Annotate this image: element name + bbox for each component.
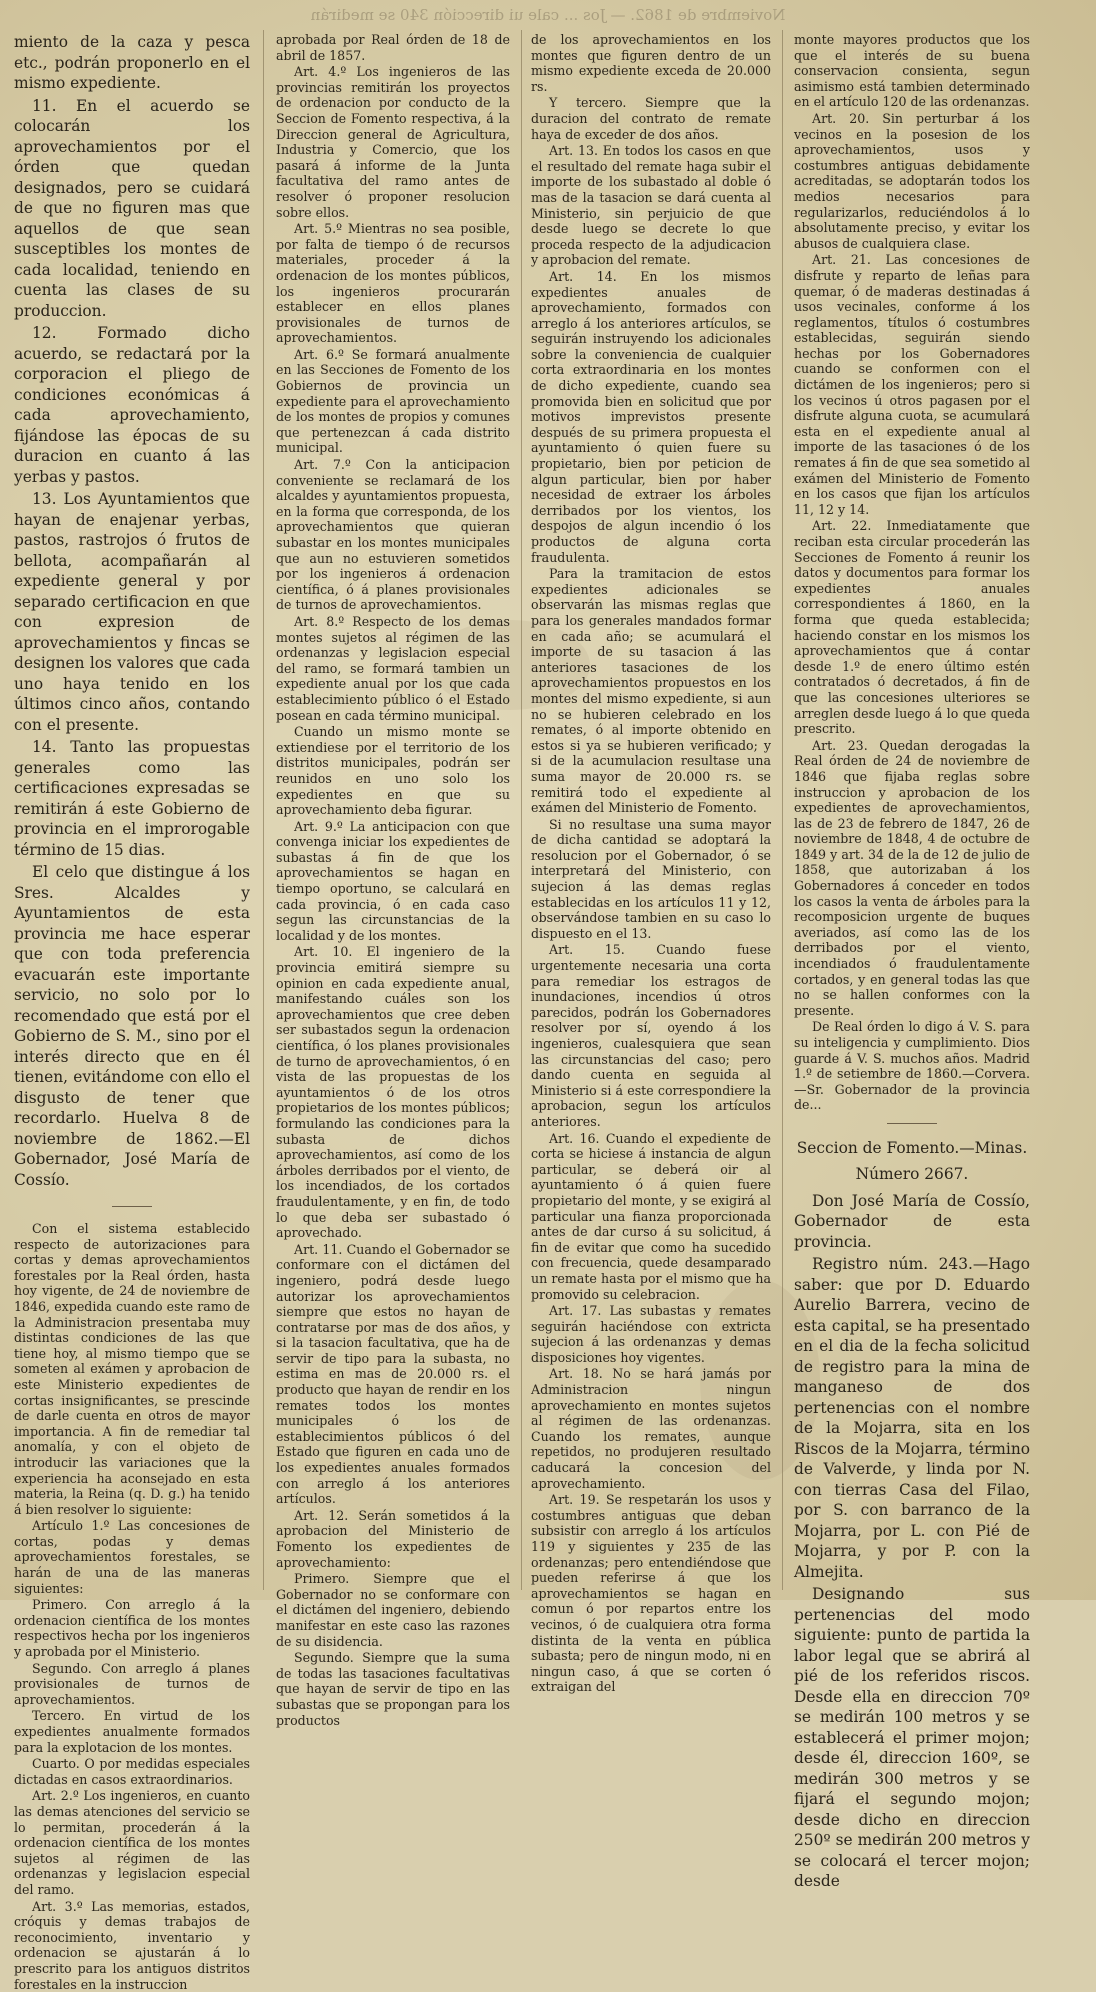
paragraph: Art. 3.º Las memorias, estados, cróquis y demas trabajos de reconocimiento, inventario y ordenacion se ajustarán á lo prescrito para los antiguos distritos forestales en la instruccion (14, 1898, 250, 1992)
paragraph: Art. 11. Cuando el Gobernador se conformare con el dictámen del ingeniero, podrá desde luego autorizar los aprovechamientos siempre que estos no hayan de contratarse por mas de dos años, y si la tasacion facultativa, que ha de servir de tipo para la subasta, no estima en mas de 20.000 rs. el producto que hayan de rendir en los remates todos los montes municipales ó los de establecimientos públicos ó del Estado que figuren en cada uno de los expedientes anuales formados con arreglo á los anteriores artículos. (276, 1241, 510, 1507)
paragraph: Art. 5.º Mientras no sea posible, por falta de tiempo ó de recursos materiales, proceder á la ordenacion de los montes públicos, los ingenieros procurarán establecer en ellos planes provisionales de turnos de aprovechamientos. (276, 221, 510, 346)
paragraph: Art. 14. En los mismos expedientes anuales de aprovechamiento, formados con arreglo á los anteriores artículos, se seguirán instruyendo los adicionales sobre la conveniencia de cualquier corta extraordinaria en los montes de dicho expediente, cuando sea promovida bien en solicitud que por motivos imprevistos presente después de su primera propuesta el ayuntamiento ó quien fuere su propietario, bien por peticion de algun particular, bien por haber necesidad de extraer los árboles derribados por los vientos, los despojos de algun incendio ó los productos de alguna corta fraudulenta. (531, 268, 771, 565)
paragraph: Art. 9.º La anticipacion con que convenga iniciar los expedientes de subastas á fin de que los aprovechamientos se hagan en tiempo oportuno, se calculará en cada provincia, ó en cada caso segun las circunstancias de la localidad y de los montes. (276, 818, 510, 943)
paragraph: Si no resultase una suma mayor de dicha cantidad se adoptará la resolucion por el Gobernador, ó se interpretará del Ministerio, con sujecion á las demas reglas establecidas en los artículos 11 y 12, observándose tambien en su caso lo dispuesto en el 13. (531, 816, 771, 941)
paragraph: Cuando un mismo monte se extiendiese por el territorio de los distritos municipales, podrán ser reunidos en uno solo los expedientes en que su aprovechamiento deba figurar. (276, 724, 510, 818)
circular-continuation (14, 32, 250, 1190)
section-divider (887, 1123, 937, 1124)
paragraph: Artículo 1.º Las concesiones de cortas, podas y demas aprovechamientos forestales, se harán de una de las maneras siguientes: (14, 1518, 250, 1596)
paragraph: Cuarto. O por medidas especiales dictadas en casos extraordinarios. (14, 1756, 250, 1787)
paragraph: Designando sus pertenencias del modo siguiente: punto de partida la labor legal que se abrirá al pié de los referidos riscos. Desde ella en direccion 70º se medirán 100 metros y se establecerá el primer mojon; desde él, direccion 160º, se medirán 300 metros y se fijará el segundo mojon; desde dicho en direccion 250º se medirán 200 metros y se colocará el tercer mojon; desde (794, 1585, 1030, 1891)
paragraph: Art. 15. Cuando fuese urgentemente necesaria una corta para remediar los estragos de inundaciones, incendios ú otros parecidos, podrán los Gobernadores resolver por sí, oyendo á los ingenieros, cualesquiera que sean las circunstancias del caso; pero dando cuenta en seguida al Ministerio si á este correspondiere la aprobacion, segun los artículos anteriores. (531, 942, 771, 1129)
section-divider (112, 1206, 152, 1207)
paragraph: Segundo. Con arreglo á planes provisionales de turnos de aprovechamientos. (14, 1660, 250, 1707)
paragraph: De Real órden lo digo á V. S. para su inteligencia y cumplimiento. Dios guarde á V. S. muchos años. Madrid 1.º de setiembre de 1860.—Corvera.—Sr. Gobernador de la provincia de... (794, 1019, 1030, 1113)
paragraph: Art. 16. Cuando el expediente de corta se hiciese á instancia de algun particular, se deberá oir al ayuntamiento ó á quien fuere propietario del monte, y se exigirá al particular una fianza proporcionada antes de dar curso á su solicitud, á fin de evitar que como ha sucedido con frecuencia, quede desamparado un remate hasta por el mismo que ha promovido su celebracion. (531, 1130, 771, 1302)
paragraph: Primero. Con arreglo á la ordenacion científica de los montes respectivos hecha por los ingenieros y aprobada por el Ministerio. (14, 1597, 250, 1660)
paragraph: 14. Tanto las propuestas generales como las certificaciones expresadas se remitirán á este Gobierno de provincia en el improrogable término de 15 dias. (14, 738, 250, 859)
paragraph: 11. En el acuerdo se colocarán los aprovechamientos por el órden que quedan designados, pero se cuidará de que no figuren mas que aquellos de que sean susceptibles los montes de cada localidad, teniendo en cuenta las clases de su produccion. (14, 96, 250, 320)
paragraph: Art. 12. Serán sometidos á la aprobacion del Ministerio de Fomento los expedientes de aprovechamiento: (276, 1507, 510, 1570)
paragraph: Art. 22. Inmediatamente que reciban esta circular procederán las Secciones de Fomento á reunir los datos y documentos para formar los expedientes anuales correspondientes á 1860, en la forma que queda establecida; haciendo constar en los mismos los aprovechamientos que á contar desde 1.º de enero último estén contratados ó decretados, á fin de que las concesiones ulteriores se arreglen desde luego á lo que queda prescrito. (794, 518, 1030, 737)
column-4 (794, 32, 1030, 1891)
notice-number: Número 2667. (855, 1165, 969, 1184)
paragraph: Art. 4.º Los ingenieros de las provincias remitirán los proyectos de ordenacion por conducto de la Seccion de Fomento respectiva, á la Direccion general de Agricultura, Industria y Comercio, que los pasará á informe de la Junta facultativa del ramo antes de resolver ó proponer resolucion sobre ellos. (276, 64, 510, 220)
paragraph: Art. 20. Sin perturbar á los vecinos en la posesion de los aprovechamientos, usos y costumbres antiguas debidamente acreditadas, se adoptarán todos los medios necesarios para regularizarlos, reduciéndolos á lo absolutamente preciso, y evitar los abusos de cualquiera clase. (794, 110, 1030, 251)
paragraph: Art. 19. Se respetarán los usos y costumbres antiguas que deban subsistir con arreglo á los artículos 119 y siguientes y 235 de las ordenanzas; pero entendiéndose que pueden referirse á que los aprovechamientos se hagan en comun ó por repartos entre los vecinos, ó de cualquiera otra forma distinta de la venta en pública subasta; pero de ningun modo, ni en ningun caso, á que se corten ó extraigan del (531, 1492, 771, 1695)
paragraph: Don José María de Cossío, Gobernador de esta provincia. (794, 1191, 1030, 1251)
paragraph: aprobada por Real órden de 18 de abril de 1857. (276, 32, 510, 63)
paragraph: Art. 18. No se hará jamás por Administracion ningun aprovechamiento en montes sujetos al régimen de las ordenanzas. Cuando los remates, aunque repetidos, no produjeren resultado caducará la concesion del aprovechamiento. (531, 1366, 771, 1491)
column-rule (263, 30, 264, 1590)
paragraph: de los aprovechamientos en los montes que figuren dentro de un mismo expediente exceda de 20.000 rs. (531, 32, 771, 94)
paragraph: Y tercero. Siempre que la duracion del contrato de remate haya de exceder de dos años. (531, 95, 771, 142)
paragraph: El celo que distingue á los Sres. Alcaldes y Ayuntamientos de esta provincia me hace esperar que con toda preferencia evacuarán este importante servicio, no solo por lo recomendado que está por el Gobierno de S. M., sino por el interés directo que en él tienen, evitándome con ello el disgusto de tener que recordarlo. Huelva 8 de noviembre de 1862.—El Gobernador, José María de Cossío. (14, 863, 250, 1189)
paragraph: Art. 6.º Se formará anualmente en las Secciones de Fomento de los Gobiernos de provincia un expediente para el aprovechamiento de los montes de propios y comunes que pertenezcan á cada distrito municipal. (276, 346, 510, 456)
paragraph: Primero. Siempre que el Gobernador no se conformare con el dictámen del ingeniero, debiendo manifestar en este caso las razones de su disidencia. (276, 1571, 510, 1649)
section-heading: Seccion de Fomento.—Minas. (796, 1138, 1028, 1157)
paragraph: Para la tramitacion de estos expedientes adicionales se observarán las mismas reglas que para los generales mandados formar en cada año; se acumulará el importe de su tasacion á las anteriores tasaciones de los aprovechamientos propuestos en los montes del mismo expediente, si aun no se hubieren celebrado en los remates, ó al importe obtenido en estos si ya se hubieren verificado; y si de la acumulacion resultase una suma mayor de 20.000 rs. se remitirá todo el expediente al exámen del Ministerio de Fomento. (531, 566, 771, 816)
mining-notice (794, 1138, 1030, 1892)
paragraph: 12. Formado dicho acuerdo, se redactará por la corporacion el pliego de condiciones económicas á cada aprovechamiento, fijándose las épocas de su duracion en cuanto á las yerbas y pastos. (14, 324, 250, 486)
column-1 (14, 32, 250, 1992)
paragraph: Art. 10. El ingeniero de la provincia emitirá siempre su opinion en cada expediente anual, manifestando cuáles son los aprovechamientos que cree deben ser subastados segun la ordenacion científica, ó los planes provisionales de turno de aprovechamientos, ó en vista de las propuestas de los ayuntamientos ó de los otros propietarios de los montes públicos; formulando las condiciones para la subasta de dichos aprovechamientos, así como de los árboles derribados por el viento, de los incendiados, de los cortados fraudulentamente, y en fin, de todo lo que deba ser subastado ó aprovechado. (276, 944, 510, 1241)
bleed-through-header: Noviembre de 1862. — Jos ... cale ui dirección 340 se medirán (310, 6, 786, 24)
column-3 (531, 32, 771, 1695)
paragraph: miento de la caza y pesca etc., podrán proponerlo en el mismo expediente. (14, 33, 250, 92)
paragraph: Segundo. Siempre que la suma de todas las tasaciones facultativas que hayan de servir de tipo en las subastas que se propongan para los productos (276, 1650, 510, 1728)
paragraph: Con el sistema establecido respecto de autorizaciones para cortas y demas aprovechamientos forestales por la Real órden, hasta hoy vigente, de 24 de noviembre de 1846, expedida cuando este ramo de la Administracion presentaba muy distintas condiciones de las que tiene hoy, al mismo tiempo que se someten al exámen y aprobacion de este Ministerio expedientes de cortas insignificantes, se prescinde de darle cuenta en otros de mayor importancia. A fin de remediar tal anomalía, y con el objeto de introducir las variaciones que la experiencia ha aconsejado en esta materia, la Reina (q. D. g.) ha tenido á bien resolver lo siguiente: (14, 1221, 250, 1517)
paragraph: Tercero. En virtud de los expedientes anualmente formados para la explotacion de los montes. (14, 1708, 250, 1755)
paragraph: Art. 17. Las subastas y remates seguirán haciéndose con extricta sujecion á las ordenanzas y demas disposiciones hoy vigentes. (531, 1303, 771, 1365)
column-rule (521, 30, 522, 1590)
column-2 (276, 32, 510, 1728)
column-rule (782, 30, 783, 1590)
paragraph: Art. 7.º Con la anticipacion conveniente se reclamará de los alcaldes y ayuntamientos propuesta, en la forma que corresponda, de los aprovechamientos que quieran subastar en los montes municipales que aun no estuvieren sometidos por los ingenieros á ordenacion científica, ó á planes provisionales de turnos de aprovechamientos. (276, 457, 510, 613)
paragraph: Art. 8.º Respecto de los demas montes sujetos al régimen de las ordenanzas y legislacion especial del ramo, se formará tambien un expediente anual por los que cada establecimiento público ó el Estado posean en cada término municipal. (276, 613, 510, 723)
paragraph: 13. Los Ayuntamientos que hayan de enajenar yerbas, pastos, rastrojos ó frutos de bellota, acompañarán al expediente general y por separado certificacion en que con expresion de aprovechamientos y fincas se designen los valores que cada uno haya tenido en los últimos cinco años, contando con el presente. (14, 490, 250, 734)
paragraph: Art. 2.º Los ingenieros, en cuanto las demas atenciones del servicio se lo permitan, procederán á la ordenacion científica de los montes sujetos al régimen de las ordenanzas y legislacion especial del ramo. (14, 1788, 250, 1897)
paragraph: Art. 21. Las concesiones de disfrute y reparto de leñas para quemar, ó de maderas destinadas á usos vecinales, conforme á los reglamentos, títulos ó costumbres establecidas, seguirán siendo hechas por los Gobernadores cuando se conformen con el dictámen de los ingenieros; pero si los vecinos ú otros pagasen por el disfrute alguna cuota, se acumulará esta en el expediente anual al importe de las tasaciones ó de los remates á fin de que sea sometido al exámen del Ministerio de Fomento en los casos que fijan los artículos 11, 12 y 14. (794, 252, 1030, 517)
paragraph: monte mayores productos que los que el interés de su buena conservacion consienta, segun asimismo está tambien determinado en el artículo 120 de las ordenanzas. (794, 32, 1030, 110)
paragraph: Art. 13. En todos los casos en que el resultado del remate haga subir el importe de los subastado al doble ó mas de la tasacion se dará cuenta al Ministerio, sin perjuicio de que desde luego se decrete lo que proceda respecto de la adjudicacion y aprobacion del remate. (531, 143, 771, 268)
paragraph: Art. 23. Quedan derogadas la Real órden de 24 de noviembre de 1846 que fijaba reglas sobre instruccion y aprobacion de los expedientes de aprovechamientos, las de 23 de febrero de 1847, 26 de noviembre de 1848, 4 de octubre de 1849 y art. 34 de la de 12 de julio de 1858, que autorizaban á los Gobernadores á conceder en todos los casos la venta de árboles para la recomposicion urgente de buques averiados, así como las de los derribados por el viento, incendiados ó fraudulentamente cortados, y en general todas las que no se hallen conformes con la presente. (794, 737, 1030, 1018)
paragraph: Registro núm. 243.—Hago saber: que por D. Eduardo Aurelio Barrera, vecino de esta capital, se ha presentado en el dia de la fecha solicitud de registro para la mina de manganeso de dos pertenencias con el nombre de la Mojarra, sita en los Riscos de la Mojarra, término de Valverde, y linda por N. con tierras Casa del Filao, por S. con barranco de la Mojarra, por L. con Pié de Mojarra, y por P. con la Almejita. (794, 1255, 1030, 1581)
